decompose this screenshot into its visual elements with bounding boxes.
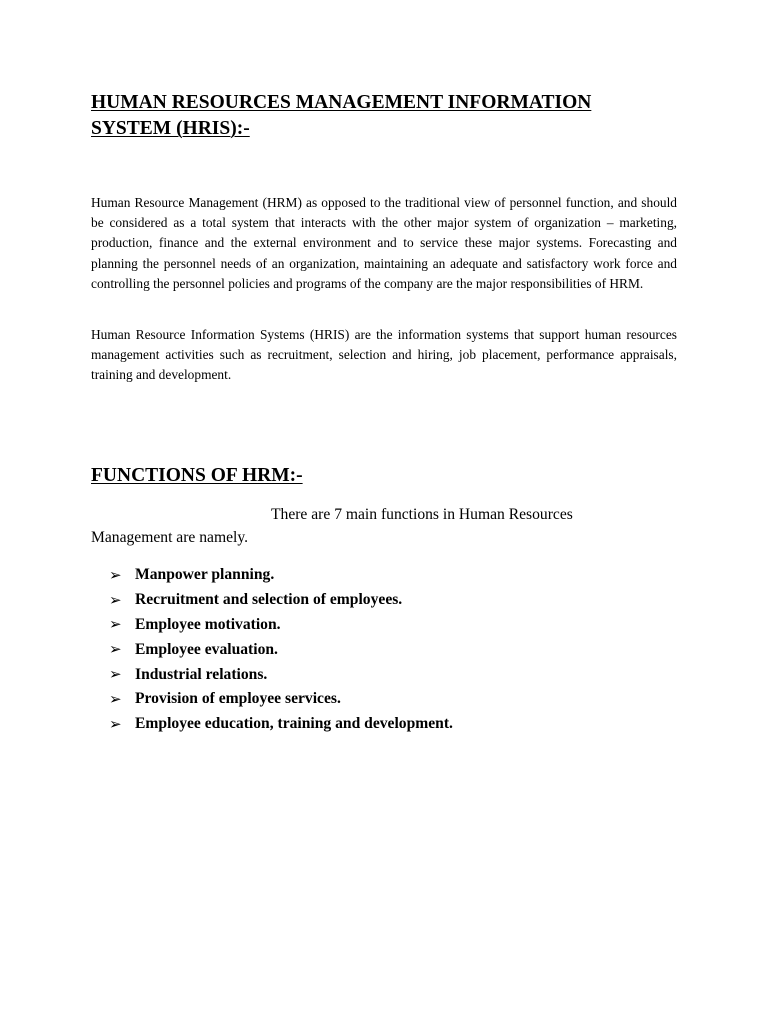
arrowhead-bullet-icon: ➢ [109,640,122,659]
hris-paragraph: Human Resource Information Systems (HRIS) are the information systems that support human resources management activities such as recruitment, selection and hiring, job placement, performance appraisals, training and development. [91,327,677,383]
arrowhead-bullet-icon: ➢ [109,565,122,584]
list-item [109,662,453,687]
function-label: Industrial relations. [135,665,268,683]
hrm-paragraph: Human Resource Management (HRM) as opposed to the traditional view of personnel function, and should be considered as a total system that interacts with the other major system of organization – marketing, production, finance and the external environment and to service these major systems. Forecasting and planning the personnel needs of an organization, maintaining an adequate and satisfactory work force and controlling the personnel policies and programs of the company are the major responsibilities of HRM. [91,195,677,291]
arrowhead-bullet-icon: ➢ [109,615,122,634]
arrowhead-bullet-icon: ➢ [109,590,122,609]
arrowhead-bullet-icon: ➢ [109,689,122,708]
main-heading-line-2: SYSTEM (HRIS):- [91,118,250,139]
function-label: Manpower planning. [135,566,275,584]
list-item [109,563,453,588]
function-label: Employee evaluation. [135,640,278,658]
function-label: Employee education, training and development. [135,715,453,733]
list-item [109,712,453,737]
list-item [109,613,453,638]
functions-list [109,563,453,737]
arrowhead-bullet-icon: ➢ [109,714,122,733]
list-item [109,637,453,662]
functions-heading: FUNCTIONS OF HRM:- [91,465,303,486]
list-item [109,687,453,712]
functions-intro-line-2: Management are namely. [91,529,249,546]
arrowhead-bullet-icon: ➢ [109,665,122,684]
function-label: Employee motivation. [135,615,281,633]
functions-intro-line-1: There are 7 main functions in Human Resources [271,506,573,523]
function-label: Provision of employee services. [135,690,341,708]
list-item [109,588,453,613]
function-label: Recruitment and selection of employees. [135,591,403,609]
main-heading-line-1: HUMAN RESOURCES MANAGEMENT INFORMATION [91,92,592,113]
